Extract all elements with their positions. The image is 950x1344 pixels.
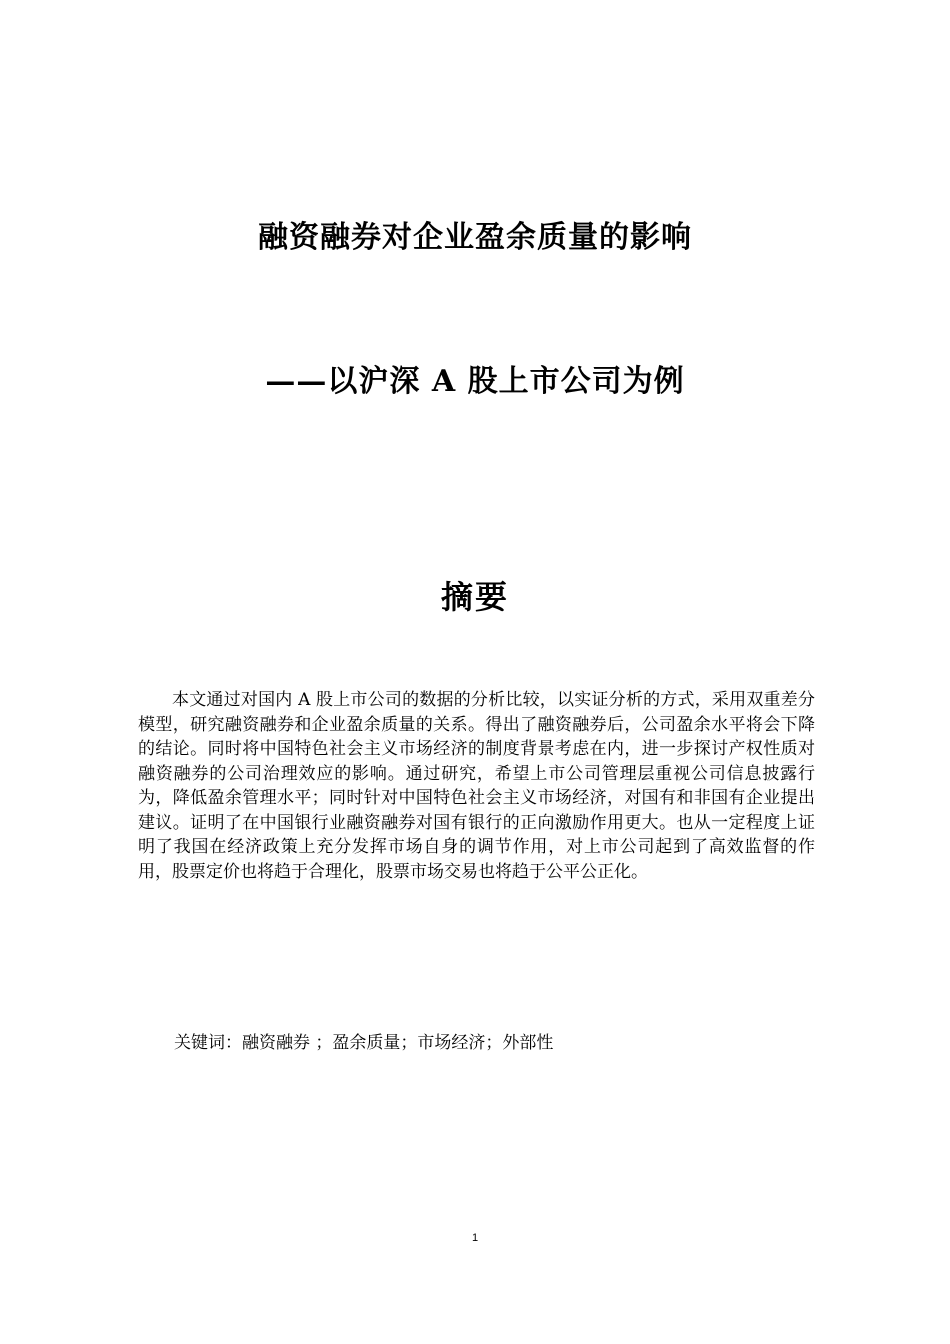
page-number: 1 [471, 1232, 479, 1244]
document-title: 融资融券对企业盈余质量的影响 [258, 220, 692, 255]
keywords-line: 关键词：融资融券 ；盈余质量；市场经济；外部性 [174, 1033, 554, 1053]
abstract-heading: 摘要 [440, 578, 509, 616]
abstract-body: 本文通过对国内 A 股上市公司的数据的分析比较，以实证分析的方式，采用双重差分模型，研究融资融券和企业盈余质量的关系。得出了融资融券后，公司盈余水平将会下降的结论。同时将中国特色社会主义市场经济的制度背景考虑在内，进一步探讨产权性质对融资融券的公司治理效应的影响。通过研究，希望上市公司管理层重视公司信息披露行为，降低盈余管理水平；同时针对中国特色社会主义市场经济，对国有和非国有企业提出建议。证明了在中国银行业融资融券对国有银行的正向激励作用更大。也从一定程度上证明了我国在经济政策上充分发挥市场自身的调节作用，对上市公司起到了高效监督的作用，股票定价也将趋于合理化，股票市场交易也将趋于公平公正化。 [138, 690, 815, 882]
document-subtitle: ——以沪深 A 股上市公司为例 [265, 364, 685, 399]
